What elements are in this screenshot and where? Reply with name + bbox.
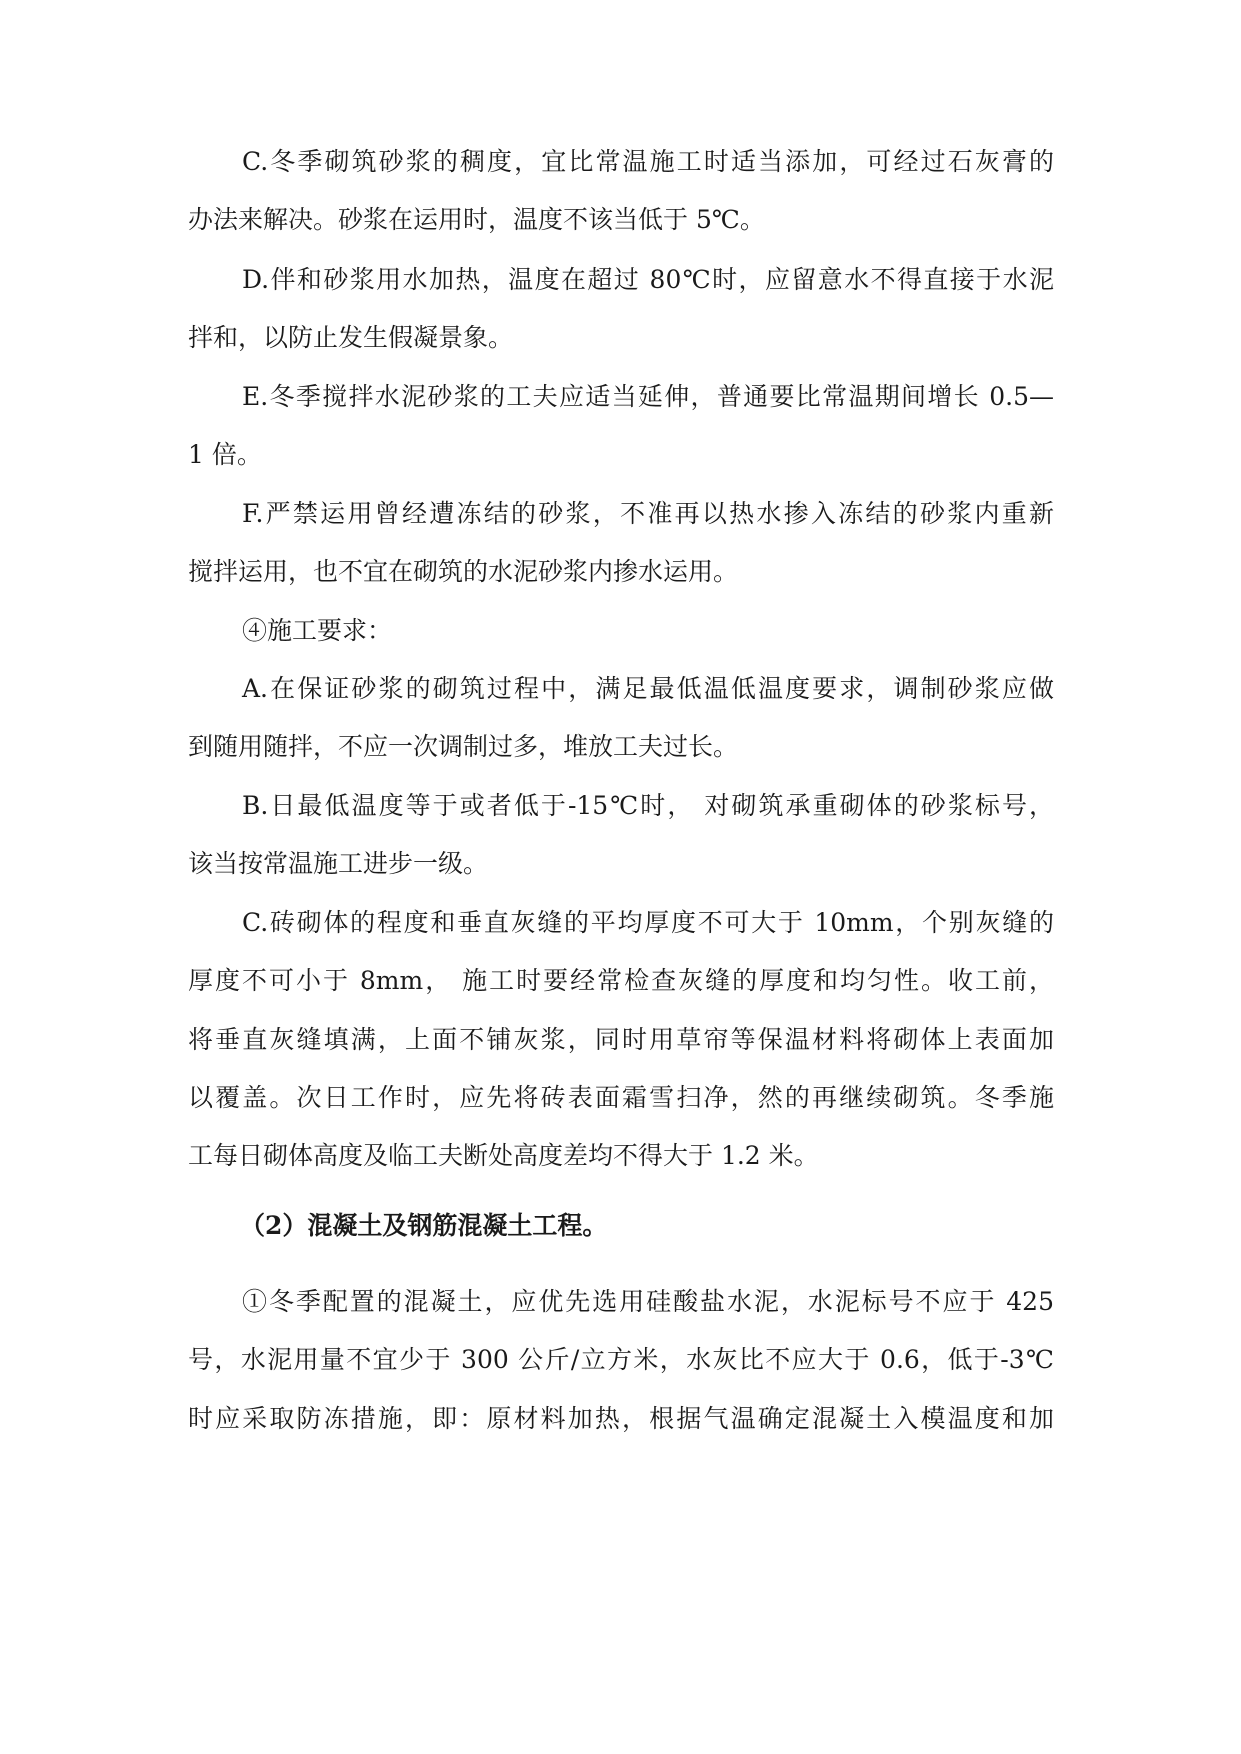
text-line: C.砖砌体的程度和垂直灰缝的平均厚度不可大于 10mm，个别灰缝的 bbox=[242, 908, 1054, 937]
text-line: 将垂直灰缝填满，上面不铺灰浆，同时用草帘等保温材料将砌体上表面加 bbox=[188, 1025, 1054, 1054]
text-line: 办法来解决。砂浆在运用时，温度不该当低于 5℃。 bbox=[188, 205, 765, 234]
text-line: ④施工要求： bbox=[242, 616, 393, 645]
text-line: 工每日砌体高度及临工夫断处高度差均不得大于 1.2 米。 bbox=[188, 1141, 819, 1170]
text-line: 拌和，以防止发生假凝景象。 bbox=[188, 323, 514, 352]
text-line: 到随用随拌，不应一次调制过多，堆放工夫过长。 bbox=[188, 732, 739, 761]
text-line: F.严禁运用曾经遭冻结的砂浆，不准再以热水掺入冻结的砂浆内重新 bbox=[242, 499, 1054, 528]
text-line: 以覆盖。次日工作时，应先将砖表面霜雪扫净，然的再继续砌筑。冬季施 bbox=[188, 1083, 1054, 1112]
text-line: D.伴和砂浆用水加热，温度在超过 80℃时，应留意水不得直接于水泥 bbox=[242, 265, 1054, 294]
text-line: A.在保证砂浆的砌筑过程中，满足最低温低温度要求，调制砂浆应做 bbox=[242, 674, 1054, 703]
section-heading: （2）混凝土及钢筋混凝土工程。 bbox=[240, 1211, 608, 1240]
text-line: 厚度不可小于 8mm， 施工时要经常检查灰缝的厚度和均匀性。收工前， bbox=[188, 966, 1054, 995]
text-line: 搅拌运用，也不宜在砌筑的水泥砂浆内掺水运用。 bbox=[188, 557, 739, 586]
text-line: B.日最低温度等于或者低于-15℃时， 对砌筑承重砌体的砂浆标号， bbox=[242, 791, 1054, 820]
text-line: 时应采取防冻措施，即：原材料加热，根据气温确定混凝土入模温度和加 bbox=[188, 1404, 1054, 1433]
text-line: C.冬季砌筑砂浆的稠度，宜比常温施工时适当添加，可经过石灰膏的 bbox=[242, 147, 1054, 176]
text-line: ①冬季配置的混凝土，应优先选用硅酸盐水泥，水泥标号不应于 425 bbox=[242, 1287, 1054, 1316]
text-line: 1 倍。 bbox=[188, 440, 262, 469]
text-line: 该当按常温施工进步一级。 bbox=[188, 849, 489, 878]
text-line: 号，水泥用量不宜少于 300 公斤/立方米，水灰比不应大于 0.6，低于-3℃ bbox=[188, 1345, 1054, 1374]
text-line: E.冬季搅拌水泥砂浆的工夫应适当延伸，普通要比常温期间增长 0.5— bbox=[242, 382, 1054, 411]
